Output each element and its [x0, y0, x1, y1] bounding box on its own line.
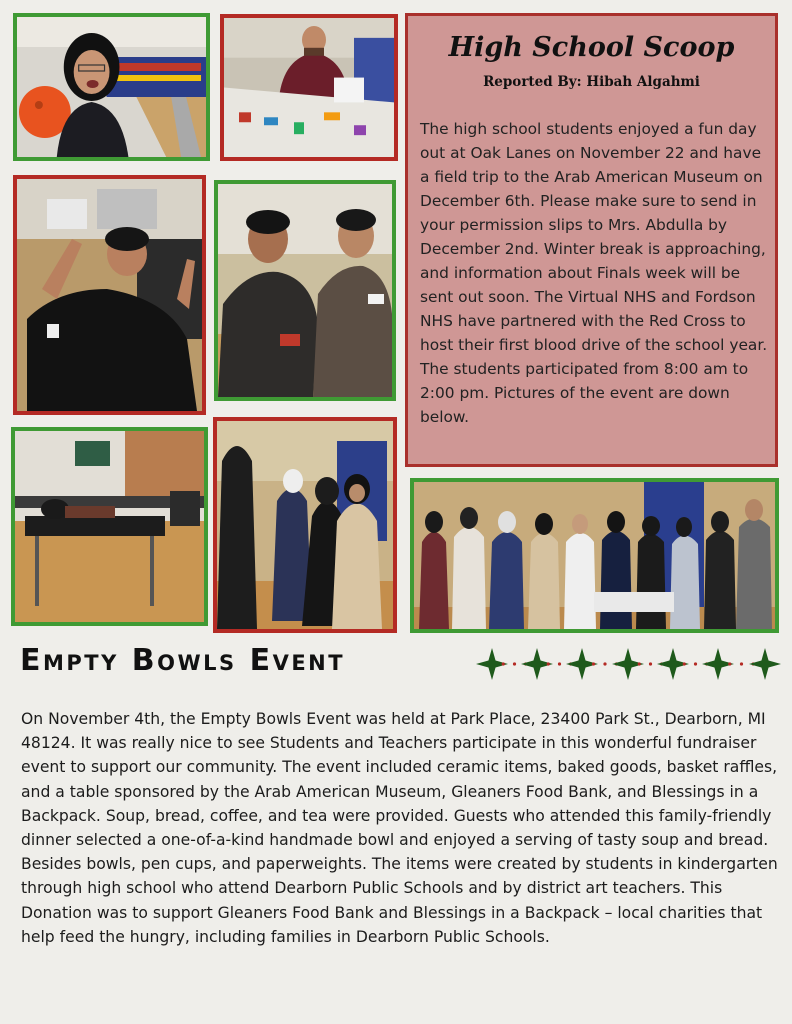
photo-two-students-donors	[214, 180, 396, 401]
star-ornament	[749, 648, 781, 680]
dot-ornament	[603, 662, 606, 665]
photo-students-in-gym	[213, 417, 397, 633]
event-title: Empty Bowls Event	[20, 643, 346, 678]
dot-ornament	[694, 662, 697, 665]
dot-ornament	[638, 662, 641, 665]
photo-bowling-student	[13, 13, 210, 161]
dot-ornament	[649, 662, 652, 665]
photo-teacher-at-table	[220, 14, 398, 161]
dot-ornament	[502, 662, 505, 665]
photo-group-of-students	[410, 478, 779, 633]
scoop-title: High School Scoop	[448, 32, 735, 63]
event-body-text: On November 4th, the Empty Bowls Event was held at Park Place, 23400 Park St., Dearborn, MI 48124. It was really nice to see Students and Teachers participate in this wonderful fundraiser event to support our community. The event included ceramic items, baked goods, basket raffles, and a table sponsored by the Arab American Museum, Gleaners Food Bank, and Blessings in a Backpack. Soup, bread, coffee, and tea were provided. Guests who attended this family-friendly dinner selected a one-of-a-kind handmade bowl and enjoyed a serving of tasty soup and bread. Besides bowls, pen cups, and paperweights. The items were created by students in kindergarten through high school who attend Dearborn Public Schools and by district art teachers. This Donation was to support Gleaners Food Bank and Blessings in a Backpack – local charities that help feed the hungry, including families in Dearborn Public Schools.	[21, 710, 778, 946]
dot-ornament	[558, 662, 561, 665]
dot-ornament	[513, 662, 516, 665]
high-school-scoop-panel	[405, 13, 778, 467]
photo-student-blood-drive-chair	[13, 175, 206, 415]
star-dot-divider	[474, 645, 784, 683]
dot-ornament	[740, 662, 743, 665]
photo-gym-donation-beds	[11, 427, 208, 626]
dot-ornament	[683, 662, 686, 665]
dot-ornament	[592, 662, 595, 665]
dot-ornament	[728, 662, 731, 665]
dot-ornament	[547, 662, 550, 665]
scoop-byline: Reported By: Hibah Algahmi	[483, 74, 700, 90]
scoop-body-text: The high school students enjoyed a fun day out at Oak Lanes on November 22 and have a field trip to the Arab American Museum on December 6th. Please make sure to send in your permission slips to Mrs. Abdulla by December 2nd. Winter break is approaching, and information about Finals week will be sent out soon. The Virtual NHS and Fordson NHS have partnered with the Red Cross to host their first blood drive of the school year. The students participated from 8:00 am to 2:00 pm. Pictures of the event are down below.	[420, 120, 768, 426]
